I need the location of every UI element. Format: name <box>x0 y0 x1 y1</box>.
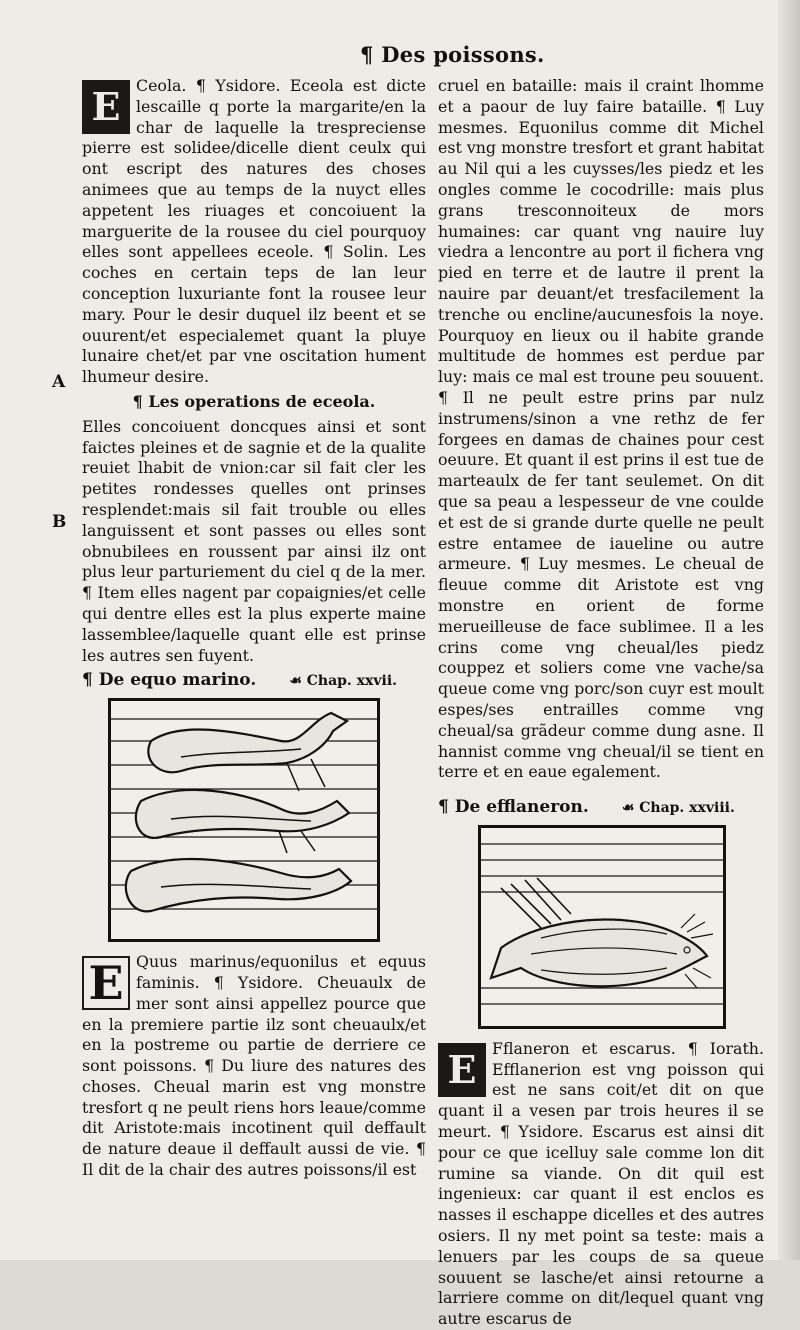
paragraph-operations: Elles concoiuent doncques ainsi et sont faictes pleines et de sagnie et de la qualite reuiet lhabit de vnion:car sil fait cler les petites rondesses quelles ont prinses resplendet:mais sil fait trouble ou elles languissent et sont passes ou elles sont obnubilees en roussent par ainsi ilz ont plus leur parturiement du ciel q de la mer. ¶ Item elles nagent par copaignies/et celle qui dentre elles est la plus experte maine lassemblee/laquelle quant elle est prinse les autres sen fuyent. <box>82 416 426 665</box>
running-head-text: Des poissons. <box>381 42 545 67</box>
paragraph-text: Ceola. ¶ Ysidore. Eceola est dicte lescaille q porte la margarite/en la char de laquelle la trespreciense pierre est solidee/dicelle dient ceulx qui ont escript des natures des choses animees que au temps de la nuyct elles appetent les riuages et concoiuent la marguerite de la rousee du ciel pourquoy elles sont appellees eceole. ¶ Solin. Les coches en certain teps de lan leur conception luxuriante font la rousee leur mary. Pour le desir duquel ilz beent et se ouurent/et especialemet quant la pluye lunaire chet/et par vne oscitation hument lhumeur desire. <box>82 76 426 387</box>
margin-letter-a: A <box>52 372 66 392</box>
woodcut-fish <box>478 825 726 1029</box>
pilcrow-icon: ¶ <box>132 391 143 411</box>
chapter-title-text: De equo marino. <box>98 670 257 691</box>
chapter-number-text: Chap. xxviii. <box>639 800 735 817</box>
chapter-title-text: De efflaneron. <box>454 797 589 818</box>
initial-e: E <box>82 956 130 1010</box>
chapter-number: ☙ Chap. xxviii. <box>621 800 735 817</box>
section-subhead <box>82 392 426 413</box>
page-edge-shadow <box>778 0 800 1260</box>
paragraph-text: Fflaneron et escarus. ¶ Iorath. Efflanerion est vng poisson qui est ne sans coit/et dit on que quant il a vesen par trois heures il se meurt. ¶ Ysidore. Escarus est ainsi dit pour ce que icelluy sale comme lon dit rumine sa viande. On dit quil est ingenieux: car quant il est enclos es nasses il eschappe dicelles et des autres osiers. Il ny met point sa teste: mais a lenuers par les coups de sa queue souuent se lasche/et ainsi retourne a larriere comme on dit/lequel quant vng autre escarus de <box>438 1038 764 1329</box>
paragraph-equonilus: cruel en bataille: mais il craint lhomme et a paour de luy faire bataille. ¶ Luy mesmes. Equonilus comme dit Michel est vng monstre tresfort et grant habitat au Nil qui a les cuysses/les piedz et les ongles comme le cocodrille: mais plus grans tresconnoiteux de mors humaines: car quant vng nauire luy viedra a lencontre au port il fichera vng pied en terre et de lautre il prent la nauire par deuant/et tresfacilement la trenche ou encline/aucunesfois la noye. Pourquoy en lieux ou il habite grande multitude de hommes est perdue par luy: mais ce mal est troune peu souuent. ¶ Il ne peult estre prins par nulz instrumens/sinon a vne rethz de fer forgees en damas de chaines pour cest oeuure. Et quant il est prins il est tue de marteaulx de fer tant seulemet. On dit que sa peau a lespesseur de vne coulde et est de si grande durte quelle ne peult estre entamee de iaueline ou autre armeure. ¶ Luy mesmes. Le cheual de fleuue comme dit Aristote est vng monstre en orient de forme merueilleuse de face sublimee. Il a les crins come vng cheual/les piedz couppez et soliers come vne vache/sa queue come vng porc/son cuyr est moult espes/ses entrailles comme vng cheual/sa grãdeur comme dung asne. Il hannist comme vng cheual/il se tient en terre et en eaue egalement. <box>438 76 764 782</box>
chapter-heading <box>82 670 426 692</box>
chapter-title: ¶ De equo marino. <box>82 670 257 691</box>
chapter-title: ¶ De efflaneron. <box>438 797 589 818</box>
paragraph-eceola <box>82 76 426 388</box>
right-column <box>438 76 764 1330</box>
left-column <box>82 76 426 1181</box>
paragraph-text: Quus marinus/equonilus et equus faminis. ¶ Ysidore. Cheuaulx de mer sont ainsi appellez pource que en la premiere partie ilz sont cheuaulx/et en la postreme ou partie de derriere ce sont poissons. ¶ Du liure des natures des choses. Cheual marin est vng monstre tresfort q ne peult riens hors leaue/comme dit Aristote:mais incotinent quil deffault de nature deaue il deffault aussi de vie. ¶ Il dit de la chair des autres poissons/il est <box>82 952 426 1180</box>
woodcut-sea-horses <box>108 698 380 942</box>
paragraph-equus-marinus <box>82 952 426 1181</box>
drop-initial: E <box>438 1043 486 1097</box>
pilcrow-icon: ¶ <box>360 42 374 67</box>
chapter-number-text: Chap. xxvii. <box>306 673 398 690</box>
sea-horse-illustration <box>111 701 377 939</box>
drop-initial: E <box>82 80 130 134</box>
running-head <box>360 42 545 67</box>
chapter-number: ☙ Chap. xxvii. <box>289 673 398 690</box>
paragraph-efflaneron <box>438 1039 764 1330</box>
fish-illustration <box>481 828 723 1026</box>
margin-letter-b: B <box>52 512 67 532</box>
subhead-text: Les operations de eceola. <box>148 391 376 411</box>
chapter-heading-right <box>438 797 764 819</box>
